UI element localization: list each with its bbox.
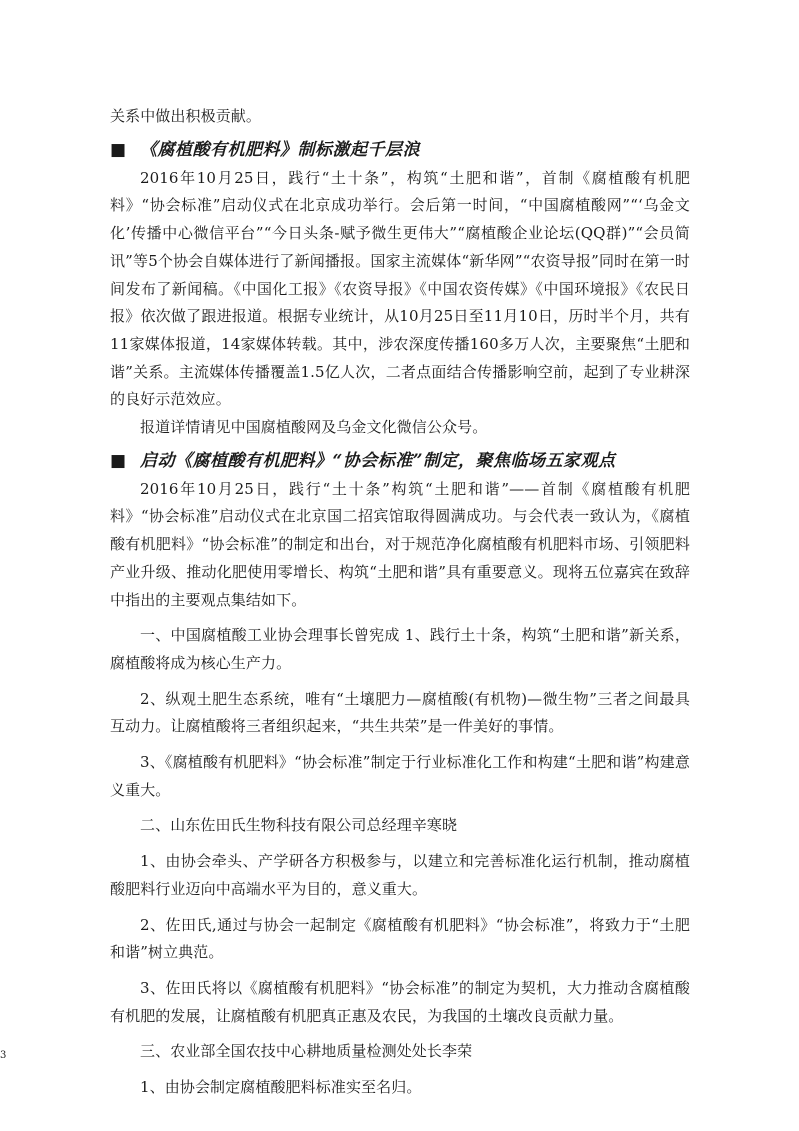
- paragraph: 2、纵观土肥生态系统，唯有“土壤肥力—腐植酸(有机物)—微生物”三者之间最具互动力。让腐植酸将三者组织起来，“共生共荣”是一件美好的事情。: [110, 689, 690, 736]
- paragraph: 3、佐田氏将以《腐植酸有机肥料》“协会标准”的制定为契机，大力推动含腐植酸有机肥的发展，让腐植酸有机肥真正惠及农民，为我国的土壤改良贡献力量。: [110, 978, 690, 1025]
- intro-line: 关系中做出积极贡献。: [110, 107, 262, 125]
- paragraph: 2016年10月25日，践行“土十条”构筑“土肥和谐”——首制《腐植酸有机肥料》“协会标准”启动仪式在北京国二招宾馆取得圆满成功。与会代表一致认为，《腐植酸有机肥料》“协会标准”的制定和出台，对于规范净化腐植酸有机肥料市场、引领肥料产业升级、推动化肥使用零增长、构筑“土肥和谐”具有重要意义。现将五位嘉宾在致辞中指出的主要观点集结如下。: [110, 479, 690, 609]
- section-title-2: 启动《腐植酸有机肥料》“协会标准”制定，聚焦临场五家观点: [140, 450, 616, 471]
- paragraph: 2、佐田氏,通过与协会一起制定《腐植酸有机肥料》“协会标准”，将致力于“土肥和谐”树立典范。: [110, 915, 690, 962]
- section-heading-2: [110, 446, 690, 476]
- paragraph: 3、《腐植酸有机肥料》“协会标准”制定于行业标准化工作和构建“土肥和谐”构建意义重大。: [110, 753, 690, 799]
- page-number: 3: [0, 1050, 7, 1061]
- square-bullet-icon: ■: [110, 450, 127, 471]
- square-bullet-icon: ■: [110, 139, 127, 160]
- paragraph: 报道详情请见中国腐植酸网及乌金文化微信公众号。: [140, 418, 488, 437]
- section-title-1: 《腐植酸有机肥料》制标激起千层浪: [140, 139, 420, 160]
- paragraph: 1、由协会制定腐植酸肥料标准实至名归。: [140, 1078, 422, 1097]
- paragraph: 二、山东佐田氏生物科技有限公司总经理辛寒晓: [140, 816, 458, 835]
- paragraph: 一、中国腐植酸工业协会理事长曾宪成 1、践行土十条，构筑“土肥和谐”新关系，腐植酸将成为核心生产力。: [110, 626, 690, 672]
- paragraph: 1、由协会牵头、产学研各方积极参与，以建立和完善标准化运行机制，推动腐植酸肥料行业迈向中高端水平为目的，意义重大。: [110, 852, 690, 898]
- paragraph: 三、农业部全国农技中心耕地质量检测处处长李荣: [140, 1042, 473, 1061]
- document-body: [110, 103, 690, 1102]
- paragraph: 2016年10月25日，践行“土十条”，构筑“土肥和谐”，首制《腐植酸有机肥料》“协会标准”启动仪式在北京成功举行。会后第一时间，“中国腐植酸网”“‘乌金文化’传播中心微信平台”“今日头条-赋予微生更伟大”“腐植酸企业论坛(QQ群)”“会员简讯”等5个协会自媒体进行了新闻播报。国家主流媒体“新华网”“农资导报”同时在第一时间发布了新闻稿。《中国化工报》《农资导报》《中国农资传媒》《中国环境报》《农民日报》依次做了跟进报道。根据专业统计，从10月25日至11月10日，历时半个月，共有11家媒体报道，14家媒体转载。其中，涉农深度传播160多万人次，主要聚焦“土肥和谐”关系。主流媒体传播覆盖1.5亿人次，二者点面结合传播影响空前，起到了专业耕深的良好示范效应。: [110, 168, 690, 409]
- section-heading-1: [110, 135, 690, 165]
